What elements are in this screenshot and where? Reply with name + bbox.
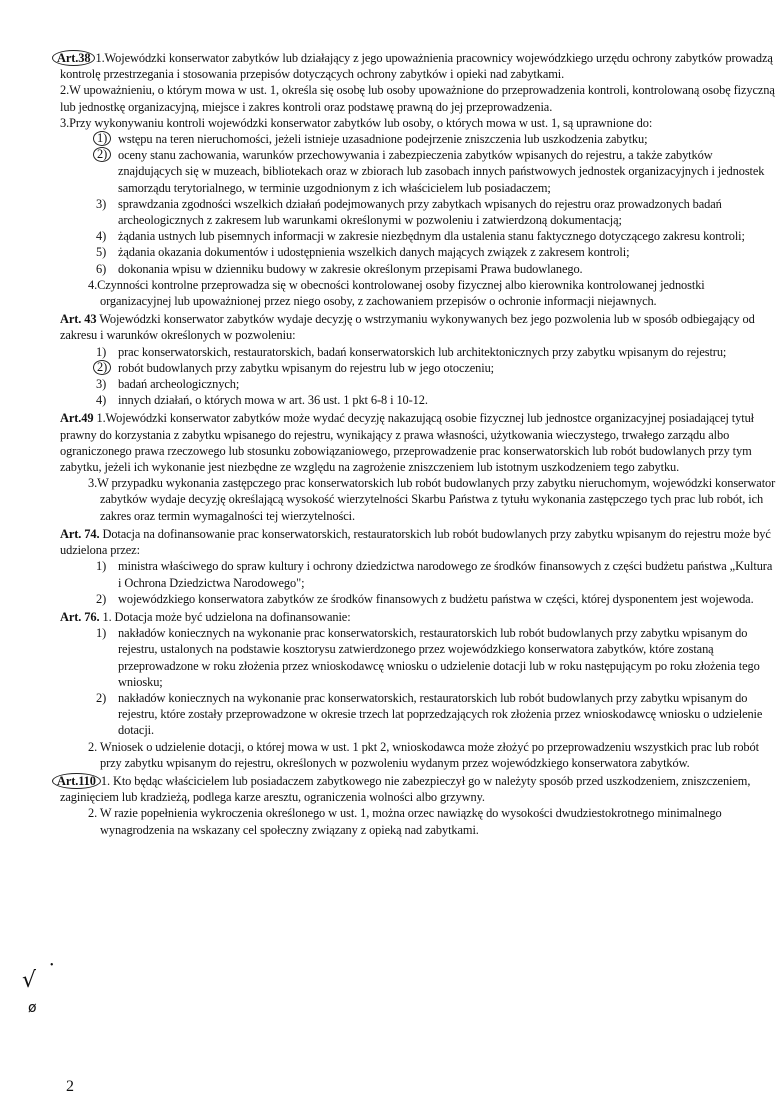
article-49-para-3: 3.W przypadku wykonania zastępczego prac konserwatorskich lub robót budowlanych przy zabytku nieruchomym, wojewódzki konserwator zabytków wydaje decyzję określającą wysokość wierzytelności Skarbu Państwa z tytułu wykonania zastępczego tych prac lub robót, ich zakres oraz termin wymagalności tej wierzytelności. bbox=[88, 476, 776, 523]
article-74-intro-text: Dotacja na dofinansowanie prac konserwatorskich, restauratorskich lub robót budowlanych przy zabytku wpisanym do rejestru może być udzielona przez: bbox=[60, 526, 771, 558]
list-item bbox=[60, 196, 778, 228]
list-item bbox=[60, 147, 778, 196]
item-text: nakładów koniecznych na wykonanie prac konserwatorskich, restauratorskich lub robót budowlanych przy zabytku wpisanym do rejestru, które zostały przeprowadzone w okresie trzech lat poprzedzających rok złożenia przez wnioskodawcę wniosku o udzielenie dotacji. bbox=[118, 690, 763, 738]
article-76-para-2: 2. Wniosek o udzielenie dotacji, o której mowa w ust. 1 pkt 2, wnioskodawca może złożyć po przeprowadzeniu wszystkich prac lub robót przy zabytku wpisanym do rejestru, określonych w pozwoleniu wydanym przez wojewódzkiego konserwatora zabytków. bbox=[88, 739, 759, 770]
article-76-label: Art. 76. bbox=[60, 609, 100, 624]
article-110 bbox=[57, 773, 778, 838]
item-text: prac konserwatorskich, restauratorskich, badań konserwatorskich lub architektonicznych przy zabytku wpisanym do rejestru; bbox=[118, 344, 727, 359]
article-38 bbox=[57, 50, 778, 309]
item-number: 2) bbox=[96, 690, 107, 705]
list-item bbox=[60, 591, 778, 607]
list-item bbox=[60, 376, 778, 392]
article-110-label: Art.110 bbox=[52, 773, 101, 789]
handwritten-v-mark: √ bbox=[22, 968, 37, 993]
item-number: 2) bbox=[93, 147, 111, 162]
article-43-intro bbox=[60, 311, 778, 343]
document-body bbox=[57, 48, 778, 838]
item-number: 5) bbox=[96, 245, 107, 260]
item-text: wstępu na teren nieruchomości, jeżeli istnieje uzasadnione podejrzenie zniszczenia lub uszkodzenia zabytku; bbox=[118, 132, 648, 147]
article-76 bbox=[60, 609, 778, 771]
item-text: żądania okazania dokumentów i udostępnienia wszelkich danych mających związek z zakresem kontroli; bbox=[118, 245, 630, 260]
article-43-list bbox=[60, 344, 778, 409]
article-43-intro-text: Wojewódzki konserwator zabytków wydaje decyzję o wstrzymaniu wykonywanych bez jego pozwolenia lub w sposób odbiegający od zakresu i warunków określonych w pozwoleniu: bbox=[60, 312, 755, 343]
item-number: 2) bbox=[96, 591, 107, 606]
article-110-para-1 bbox=[57, 773, 778, 805]
handwritten-o-mark: ø bbox=[28, 1000, 37, 1016]
article-38-para-4: 4.Czynności kontrolne przeprowadza się w obecności kontrolowanej osoby fizycznej albo kierownika kontrolowanej jednostki organizacyjnej lub upoważnionej przez niego osoby, z zachowaniem przepisów o ochronie informacji niejawnych. bbox=[88, 277, 705, 309]
item-text: wojewódzkiego konserwatora zabytków ze środków finansowych z budżetu państwa w części, której dysponentem jest wojewoda. bbox=[118, 591, 754, 606]
article-43 bbox=[60, 311, 778, 408]
article-49-para-1-text: 1.Wojewódzki konserwator zabytków może wydać decyzję nakazującą osobie fizycznej lub jednostce organizacyjnej posiadającej tytuł prawny do korzystania z zabytku wpisanego do rejestru, wynikający z prawa własności, użytkowania wieczystego, trwałego zarządu albo ograniczonego prawa rzeczowego lub stosunku zobowiązaniowego, przeprowadzenie prac konserwatorskich lub robót budowlanych przy tym zabytku, jeżeli ich wykonanie jest niezbędne ze względu na zagrożenie zniszczeniem lub istotnym uszkodzeniem tego zabytku. bbox=[60, 411, 755, 475]
article-49-label: Art.49 bbox=[60, 411, 94, 426]
article-74-label: Art. 74. bbox=[60, 526, 100, 541]
list-item bbox=[60, 625, 778, 690]
list-item bbox=[60, 360, 778, 376]
item-text: dokonania wpisu w dzienniku budowy w zakresie określonym przepisami Prawa budowlanego. bbox=[118, 261, 583, 276]
item-number: 2) bbox=[93, 360, 111, 375]
item-text: robót budowlanych przy zabytku wpisanym do rejestru lub w jego otoczeniu; bbox=[118, 360, 495, 375]
pen-dot-mark: • bbox=[50, 960, 54, 971]
list-item bbox=[60, 392, 778, 408]
article-43-label: Art. 43 bbox=[60, 312, 97, 327]
item-text: badań archeologicznych; bbox=[118, 377, 240, 392]
list-item bbox=[60, 558, 778, 590]
article-74-intro bbox=[60, 526, 778, 558]
item-number: 1) bbox=[93, 131, 111, 146]
item-number: 4) bbox=[96, 393, 107, 408]
article-38-para-3: 3.Przy wykonywaniu kontroli wojewódzki konserwator zabytków lub osoby, o których mowa w ust. 1, są uprawnione do: bbox=[60, 115, 653, 130]
article-38-para-1 bbox=[57, 50, 778, 82]
page-number: 2 bbox=[66, 1078, 74, 1095]
article-74-list bbox=[60, 558, 778, 607]
article-38-label: Art.38 bbox=[52, 50, 95, 66]
list-item bbox=[60, 690, 778, 739]
list-item bbox=[60, 228, 778, 244]
item-number: 6) bbox=[96, 261, 107, 276]
article-76-list bbox=[60, 625, 778, 738]
item-text: sprawdzania zgodności wszelkich działań podejmowanych przy zabytkach wpisanych do rejestru oraz prowadzonych badań archeologicznych z zakresem lub warunkami określonymi w pozwoleniu i zatwierdzoną dokumentacją; bbox=[118, 196, 722, 228]
item-text: żądania ustnych lub pisemnych informacji w zakresie niezbędnym dla ustalenia stanu faktycznego dotyczącego zakresu kontroli; bbox=[118, 229, 745, 244]
article-76-intro bbox=[60, 609, 778, 625]
article-110-para-2: 2. W razie popełnienia wykroczenia określonego w ust. 1, można orzec nawiązkę do wysokości dwudziestokrotnego minimalnego wynagrodzenia na wskazany cel społeczny związany z opieką nad zabytkami. bbox=[88, 806, 722, 837]
article-49-para-1 bbox=[60, 410, 778, 475]
item-number: 1) bbox=[96, 344, 107, 359]
list-item bbox=[60, 261, 778, 277]
article-38-list bbox=[60, 131, 778, 277]
item-number: 3) bbox=[96, 377, 107, 392]
item-text: oceny stanu zachowania, warunków przechowywania i zabezpieczenia zabytków wpisanych do rejestru, a także zabytków znajdujących się w muzeach, bibliotekach oraz w zbiorach lub zasobach innych państwowych jednostek organizacyjnych i jednostek samorządu terytorialnego, w terminie uzgodnionym z ich właścicielem lub posiadaczem; bbox=[118, 148, 765, 195]
article-38-para-2: 2.W upoważnieniu, o którym mowa w ust. 1, określa się osobę lub osoby upoważnione do przeprowadzenia kontroli, kontrolowaną osobę fizyczną lub jednostkę organizacyjną, miejsce i zakres kontroli oraz podstawę prawną do jej przeprowadzenia. bbox=[60, 83, 775, 114]
article-74 bbox=[60, 526, 778, 607]
list-item bbox=[60, 131, 778, 147]
article-110-para-1-text: 1. Kto będąc właścicielem lub posiadaczem zabytkowego nie zabezpieczył go w należyty sposób przed uszkodzeniem, zniszczeniem, zaginięciem lub kradzieżą, podlega karze aresztu, ograniczenia wolności albo grzywny. bbox=[60, 773, 751, 805]
item-number: 1) bbox=[96, 559, 107, 574]
article-76-intro-text: 1. Dotacja może być udzielona na dofinansowanie: bbox=[102, 609, 351, 624]
article-38-para-1-text: 1.Wojewódzki konserwator zabytków lub działający z jego upoważnienia pracownicy wojewódzkiego urzędu ochrony zabytków prowadzą kontrolę przestrzegania i stosowania przepisów dotyczących ochrony zabytków i opieki nad zabytkami. bbox=[60, 51, 773, 82]
item-text: innych działań, o których mowa w art. 36 ust. 1 pkt 6-8 i 10-12. bbox=[118, 393, 428, 408]
list-item bbox=[60, 244, 778, 260]
article-49 bbox=[60, 410, 778, 523]
item-text: nakładów koniecznych na wykonanie prac konserwatorskich, restauratorskich lub robót budowlanych przy zabytku wpisanym do rejestru, ustalonych na podstawie kosztorysu zatwierdzonego przez wojewódzkiego konserwatora zabytków, które zostaną przeprowadzone w roku złożenia przez wnioskodawcę wniosku o udzielenie dotacji lub w roku następującym po roku złożenia tego wniosku; bbox=[118, 626, 760, 689]
item-number: 3) bbox=[96, 196, 107, 211]
item-text: ministra właściwego do spraw kultury i ochrony dziedzictwa narodowego ze środków finansowych z części budżetu państwa „Kultura i Ochrona Dziedzictwa Narodowego"; bbox=[118, 559, 773, 590]
list-item bbox=[60, 344, 778, 360]
item-number: 1) bbox=[96, 626, 107, 641]
item-number: 4) bbox=[96, 229, 107, 244]
